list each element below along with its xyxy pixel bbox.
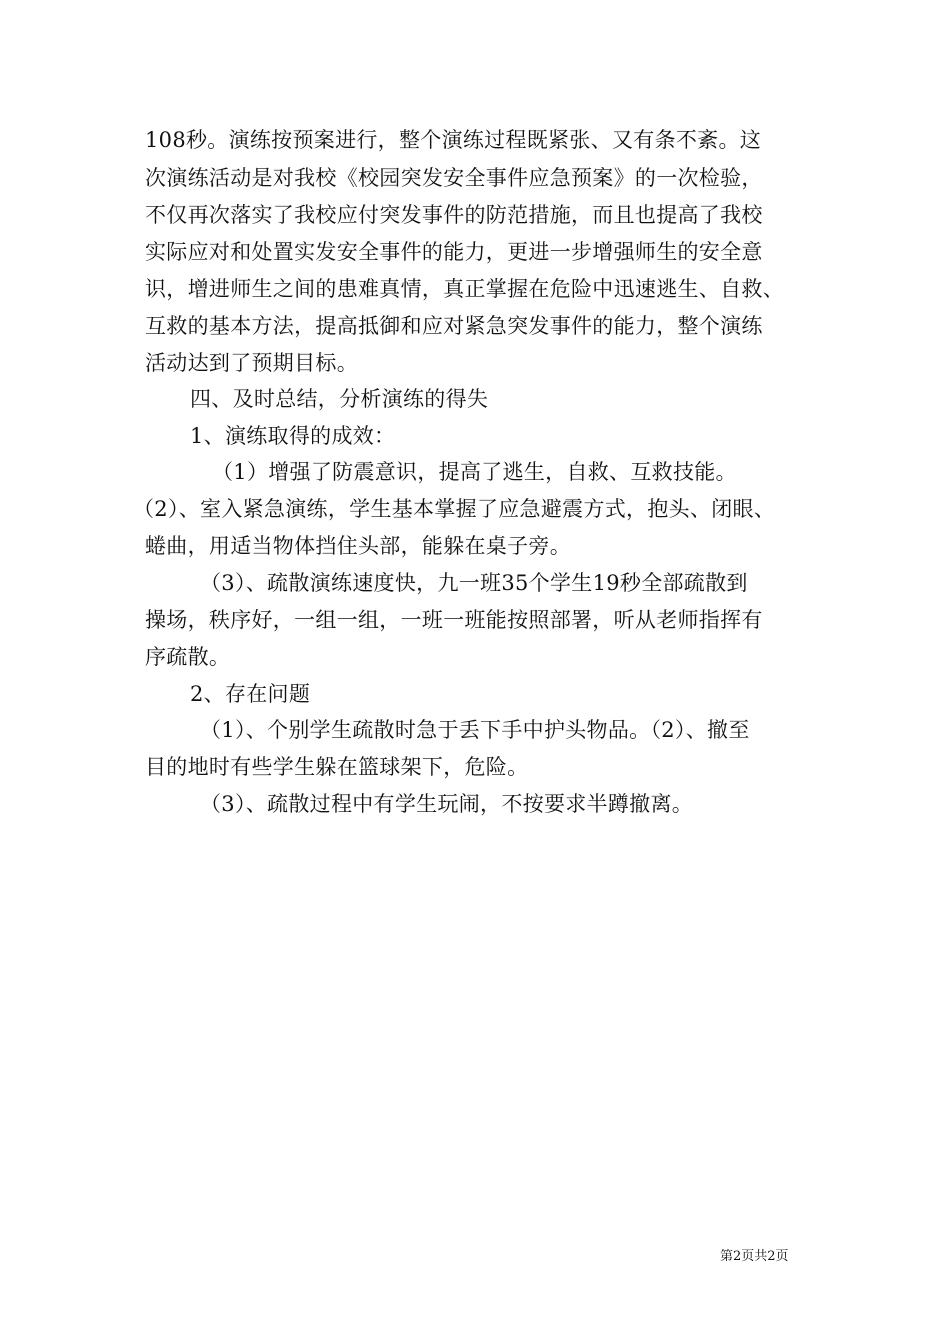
body-line: （2）、室入紧急演练，学生基本掌握了应急避震方式，抱头、闭眼、 bbox=[133, 497, 776, 521]
body-line: 实际应对和处置实发安全事件的能力，更进一步增强师生的安全意 bbox=[145, 240, 763, 264]
subsection-heading: 1、演练取得的成效： bbox=[190, 424, 396, 448]
body-line: 互救的基本方法，提高抵御和应对紧急突发事件的能力，整个演练 bbox=[145, 314, 763, 338]
subsection-heading: 2、存在问题 bbox=[190, 682, 311, 706]
body-line: 活动达到了预期目标。 bbox=[145, 351, 358, 375]
body-line: （3）、疏散演练速度快，九一班35个学生19秒全部疏散到 bbox=[200, 571, 748, 595]
page-number: 第2页共2页 bbox=[720, 1249, 789, 1264]
section-heading: 四、及时总结，分析演练的得失 bbox=[190, 387, 489, 411]
body-line: （1）、个别学生疏散时急于丢下手中护头物品。（2）、撤至 bbox=[200, 718, 750, 742]
body-line: （3）、疏散过程中有学生玩闹，不按要求半蹲撤离。 bbox=[200, 792, 694, 816]
body-line: 识，增进师生之间的患难真情，真正掌握在危险中迅速逃生、自救、 bbox=[145, 277, 784, 301]
body-line: 不仅再次落实了我校应付突发事件的防范措施，而且也提高了我校 bbox=[145, 203, 763, 227]
body-line: （1）增强了防震意识，提高了逃生，自救、互救技能。 bbox=[212, 460, 737, 484]
body-line: 次演练活动是对我校《校园突发安全事件应急预案》的一次检验， bbox=[145, 166, 763, 190]
body-line: 108秒。演练按预案进行，整个演练过程既紧张、又有条不紊。这 bbox=[145, 128, 762, 152]
body-line: 序疏散。 bbox=[145, 645, 231, 669]
body-line: 蜷曲，用适当物体挡住头部，能躲在桌子旁。 bbox=[145, 534, 571, 558]
body-line: 目的地时有些学生躲在篮球架下，危险。 bbox=[145, 755, 529, 779]
body-line: 操场，秩序好，一组一组，一班一班能按照部署，听从老师指挥有 bbox=[145, 608, 763, 632]
